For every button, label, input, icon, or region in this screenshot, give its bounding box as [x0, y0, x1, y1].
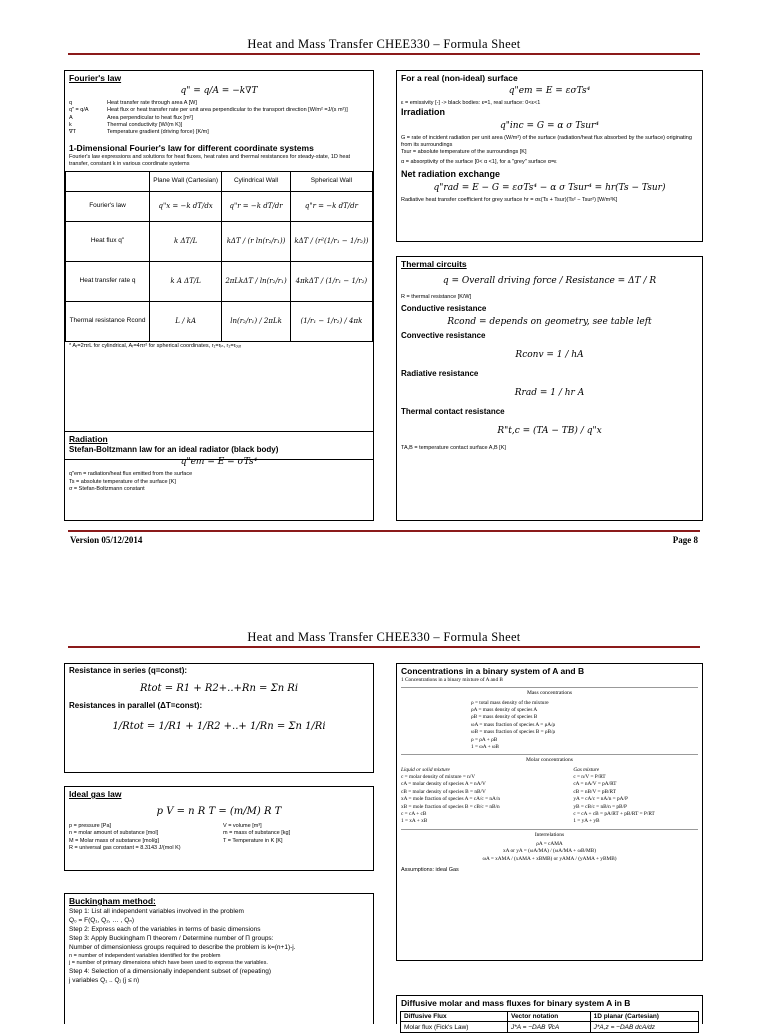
liquid-line: xA = mole fraction of species A = cA/c = nA/n — [401, 796, 500, 803]
interrelation-line: ωA = xAMA / (xAMA + xBMB) or yAMA / (yAMA + yBMB) — [482, 855, 617, 862]
ideal-gas-defs: p = pressure [Pa] V = volume [m³] n = molar amount of substance [mol] m = mass of substance [kg] M = Molar mass of substance [mol/g] T = Temperature in K [K] — [69, 823, 291, 844]
page2-title-rule — [68, 646, 700, 648]
mass-line: ρA = mass density of species A — [471, 707, 538, 713]
mass-line: ρB = mass density of species B — [471, 714, 538, 721]
buckingham-line: Step 1: List all independent variables involved in the problem — [69, 908, 244, 916]
mass-line: ωB = mass fraction of species B = ρB/ρ — [471, 729, 556, 736]
conductive-eq: Rcond = depends on geometry, see table left — [447, 316, 652, 327]
concentrations-heading: Concentrations in a binary system of A and B — [401, 666, 585, 676]
thermal-circuits-box — [396, 256, 703, 521]
radiation-def: σ = Stefan-Boltzmann constant — [69, 485, 145, 492]
buckingham-heading: Buckingham method: — [69, 896, 156, 906]
buckingham-box — [64, 893, 374, 1024]
assumptions: Assumptions: ideal Gas — [401, 867, 459, 874]
version-label: Version 05/12/2014 — [70, 535, 143, 545]
gas-line: c = n/V = P/RT — [573, 773, 606, 780]
buckingham-line: j variables Q₁ .. Qⱼ (j ≤ n) — [69, 977, 140, 985]
page2-title: Heat and Mass Transfer CHEE330 – Formula Sheet — [247, 630, 521, 644]
contact-heading: Thermal contact resistance — [401, 407, 505, 417]
hr-def: Radiative heat transfer coefficient for grey surface hr = σε(Ts + Tsur)(Ts² − Tsur²) [W/m²K] — [401, 196, 618, 203]
buckingham-line: j = number of primary dimensions which have been used to express the variables. — [69, 959, 268, 966]
interrelations-title: Interrelations — [534, 831, 565, 838]
series-eq: Rtot = R1 + R2+..+Rn = Σn Ri — [139, 683, 299, 695]
radiative-heading: Radiative resistance — [401, 369, 479, 379]
concentrations-caption: 1 Concentrations in a binary mixture of A and B — [401, 677, 503, 684]
mass-conc-title: Mass concentrations — [526, 690, 573, 697]
ideal-gas-box — [64, 786, 374, 871]
liquid-title: Liquid or solid mixture — [401, 766, 450, 773]
ideal-gas-eq: p V = n R T = (m/M) R T — [156, 806, 282, 818]
conductive-heading: Conductive resistance — [401, 304, 487, 314]
concentrations-box — [396, 663, 703, 961]
gas-line: c = cA + cB = pA/RT + pB/RT = P/RT — [573, 811, 655, 818]
liquid-line: c = molar density of mixture = n/V — [401, 773, 476, 780]
page1-footer-rule — [68, 530, 700, 532]
interrelation-line: ρA = cAMA — [536, 840, 563, 847]
convective-heading: Convective resistance — [401, 331, 486, 341]
thermal-r-def: R = thermal resistance [K/W] — [401, 293, 472, 300]
convective-eq: Rconv = 1 / hA — [515, 349, 584, 360]
buckingham-line: Number of dimensionless groups required to describe the problem is k=(n+1)-j. — [69, 944, 296, 952]
gas-line: cB = nB/V = pB/RT — [573, 788, 616, 795]
gas-constant: R = universal gas constant = 8.3143 J/(mol K) — [69, 845, 181, 852]
resistance-box — [64, 663, 374, 773]
buckingham-line: Step 2: Express each of the variables in terms of basic dimensions — [69, 926, 261, 934]
buckingham-line: Q₀ = F(Q₁, Q₂, … , Qₙ) — [69, 917, 135, 925]
diffusive-flux-table-wrap — [400, 1011, 699, 1033]
radiation-def: q"em = radiation/heat flux emitted from the surface — [69, 471, 193, 478]
irradiation-def: G = rate of incident radiation per unit area (W/m²) of the surface (radiation/heat flux absorbed by the surface) originating from its surroundings — [401, 134, 692, 148]
molar-conc-title: Molar concentrations — [526, 757, 573, 764]
fourier-table-note: * Aᵣ=2πrL for cylindrical, Aᵣ=4πr² for spherical coordinates, r₁=rᵢₙ, r₂=rₒᵤₜ — [69, 342, 242, 349]
page1-title: Heat and Mass Transfer CHEE330 – Formula Sheet — [247, 37, 521, 51]
stefan-boltzmann-equation: q"em = E = σTs⁴ — [180, 457, 258, 468]
mass-line: ρ = ρA + ρB — [471, 736, 498, 743]
radiative-eq: Rrad = 1 / hr A — [514, 387, 585, 398]
gas-line: cA = nA/V = pA/RT — [573, 781, 617, 788]
irradiation-heading: Irradiation — [401, 107, 446, 118]
gas-title: Gas mixture — [573, 766, 600, 773]
liquid-line: xB = mole fraction of species B = cB/c = nB/n — [401, 803, 500, 810]
diffusive-flux-table: Diffusive Flux Vector notation 1D planar (Cartesian) Molar flux (Fick's Law) J*A = −DAB ∇cA J*A,z = −DAB dcA/dz — [400, 1011, 699, 1033]
liquid-line: 1 = xA + xB — [401, 818, 428, 825]
ideal-gas-heading: Ideal gas law — [69, 789, 122, 799]
buckingham-line: Step 4: Selection of a dimensionally independent subset of (repeating) — [69, 968, 271, 976]
page-number: Page 8 — [672, 535, 698, 545]
fourier-defs: q Heat transfer rate through area A [W] q" = q/A Heat flux or heat transfer rate per unit area perpendicular to the transport direction [W/m² =J/(s m²)] A Area perpendicular to heat flux [m²] k Thermal conductivity [W/(m K)] ∇T Temperature gradient (driving force) [K/m] — [69, 99, 348, 136]
thermal-circuits-eq: q = Overall driving force / Resistance = ΔT / R — [442, 276, 657, 287]
emissivity-def: ε = emissivity [-] -> black bodies: ε=1, real surface: 0<ε<1 — [401, 99, 541, 106]
real-surface-heading: For a real (non-ideal) surface — [401, 73, 518, 83]
fourier-1d-heading: 1-Dimensional Fourier's law for different coordinate systems — [69, 142, 314, 153]
mass-line: ωA = mass fraction of species A = ρA/ρ — [471, 721, 556, 728]
page1-title-rule — [68, 53, 700, 55]
thermal-circuits-heading: Thermal circuits — [401, 259, 467, 269]
gas-line: 1 = yA + yB — [573, 818, 600, 825]
fourier-equation: q" = q/A = −k∇T — [180, 86, 258, 97]
tsur-def: Tsur = absolute temperature of the surroundings [K] — [401, 149, 527, 156]
gas-line: yA = cA/c = nA/n = pA/P — [573, 796, 628, 803]
radiation-box — [64, 431, 374, 521]
fourier-box — [64, 70, 374, 460]
contact-eq: R"t,c = (TA − TB) / q"x — [497, 425, 602, 436]
diffusive-flux-heading: Diffusive molar and mass fluxes for binary system A in B — [401, 998, 631, 1008]
buckingham-line: n = number of independent variables identified for the problem — [69, 952, 221, 959]
net-radiation-heading: Net radiation exchange — [401, 169, 501, 180]
irradiation-eq: q"inc = G = α σ Tsur⁴ — [500, 120, 599, 131]
real-surface-eq: q"em = E = εσTs⁴ — [508, 86, 591, 97]
contact-def: TA,B = temperature contact surface A,B [K] — [401, 445, 506, 452]
liquid-line: c = cA + cB — [401, 811, 427, 818]
parallel-heading: Resistances in parallel (ΔT=const): — [69, 701, 203, 711]
fourier-heading: Fourier's law — [69, 73, 122, 83]
mass-line: 1 = ωA + ωB — [471, 744, 499, 751]
stefan-boltzmann-heading: Stefan-Boltzmann law for an ideal radiator (black body) — [69, 445, 279, 455]
radiation-def: Ts = absolute temperature of the surface [K] — [69, 478, 176, 485]
mass-line: ρ = total mass density of the mixture — [471, 699, 549, 706]
gas-line: yB = cB/c = nB/n = pB/P — [573, 803, 628, 810]
liquid-line: cB = molar density of species B = nB/V — [401, 788, 486, 795]
buckingham-line: Step 3: Apply Buckingham Π theorem / Determine number of Π groups: — [69, 935, 274, 943]
real-surface-box — [396, 70, 703, 242]
net-radiation-eq: q"rad = E − G = εσTs⁴ − α σ Tsur⁴ = hr(Ts − Tsur) — [433, 182, 666, 193]
fourier-table: Plane Wall (Cartesian) Cylindrical Wall Spherical Wall Fourier's law q"x = −k dT/dx q"r = −k dT/dr q"r = −k dT/dr Heat flux q" k ΔT/L kΔT / (r ln(r₂/r₁)) kΔT / (r²(1/r₁ − 1/r₂)) Heat transfer rate q k A ΔT/L 2πLkΔT / ln(r₂/r₁) 4πkΔT / (1/r₁ − 1/r₂) Thermal resistance Rcond L / kA ln(r₂/r₁) / 2πLk (1/r₁ − 1/r₂) / 4πk — [65, 171, 373, 342]
fourier-1d-text: Fourier's law expressions and solutions for heat fluxes, heat rates and thermal resistances for steady-state, 1D heat transfer, constant k in various coordinate systems — [69, 153, 351, 168]
absorptivity-def: α = absorptivity of the surface [0< α <1], for a "grey" surface α=ε — [401, 158, 557, 165]
parallel-eq: 1/Rtot = 1/R1 + 1/R2 +..+ 1/Rn = Σn 1/Ri — [112, 720, 326, 732]
radiation-heading: Radiation — [69, 434, 108, 444]
series-heading: Resistance in series (q=const): — [69, 666, 188, 675]
liquid-line: cA = molar density of species A = nA/V — [401, 781, 486, 788]
interrelation-line: xA or yA = (ωA/MA) / (ωA/MA + ωB/MB) — [503, 848, 596, 855]
